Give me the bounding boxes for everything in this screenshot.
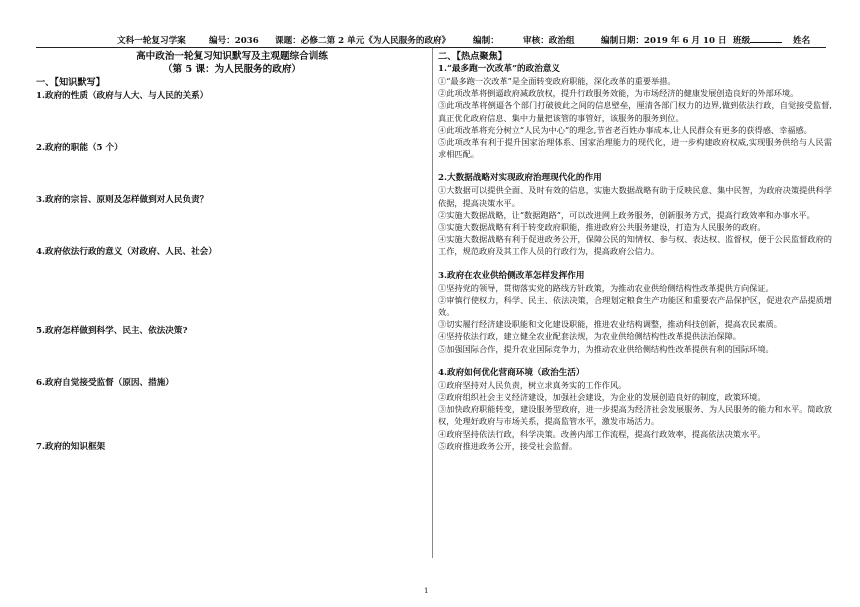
topic-item: ③加快政府职能转变，建设服务型政府，进一步提高为经济社会发展服务、为人民服务的能力和水平。简政放权，处理好政府与市场关系，提高监管水平，激发市场活力。: [438, 404, 832, 427]
question-4: 4.政府依法行政的意义（对政府、人民、社会）: [36, 247, 217, 257]
topic-item: ①坚持党的领导，贯彻落实党的路线方针政策，为推动农业供给侧结构性改革提供方向保证。: [438, 282, 774, 293]
topic-item: ④政府坚持依法行政，科学决策。改善内部工作流程，提高行政效率，提高依法决策水平。: [438, 428, 766, 439]
header-doc-type: 文科一轮复习学案: [117, 36, 186, 46]
question-7: 7.政府的知识框架: [36, 442, 106, 452]
topic-heading: 2.大数据战略对实现政府治理现代化的作用: [438, 173, 602, 184]
topic-item: ②此项改革将倒逼政府减政放权，提升行政服务效能，为市场经济的健康发展创造良好的外部环境。: [438, 88, 799, 99]
left-column: [36, 50, 428, 89]
topic-item: ④坚持依法行政，建立健全农业配套法规，为农业供给侧结构性改革提供法治保障。: [438, 331, 741, 342]
question-1: 1.政府的性质（政府与人大、与人民的关系）: [36, 91, 209, 101]
question-2: 2.政府的职能（5 个）: [36, 143, 123, 153]
topic-item: ⑤政府推进政务公开，接受社会监督。: [438, 440, 578, 451]
header-rule: [36, 47, 826, 48]
main-title: 高中政治一轮复习知识默写及主观题综合训练: [136, 51, 328, 62]
topic-block: [438, 367, 832, 452]
question-5: 5.政府怎样做到科学、民主、依法决策?: [36, 326, 188, 336]
topic-block: [438, 63, 832, 160]
header-class: [733, 34, 750, 46]
topic-item: ②实施大数据战略，让“数据跑路”，可以改进网上政务服务，创新服务方式，提高行政效率和办事水平。: [438, 209, 815, 220]
question-3: 3.政府的宗旨、原则及怎样做到对人民负责？: [36, 195, 209, 205]
header-class-label: 班级: [733, 36, 751, 46]
header-topic: 课题：必修二第 2 单元《为人民服务的政府》: [275, 36, 451, 46]
section-hotspot-heading: 二、【热点聚焦】: [438, 51, 507, 62]
topic-item: ④实施大数据战略有利于促进政务公开，保障公民的知情权、参与权、表达权、监督权，便于公民监督政府的工作，规范政府及其工作人员的行政行为，提高政府公信力。: [438, 234, 832, 257]
column-divider: [432, 48, 433, 558]
section-recall-heading: 一、【知识默写】: [36, 77, 105, 88]
topic-item: ⑤加强国际合作，提升农业国际竞争力，为推动农业供给侧结构性改革提供有利的国际环境。: [438, 343, 774, 354]
topic-block: [438, 172, 832, 257]
topic-heading: 1.“最多跑一次改革”的政治意义: [438, 64, 560, 74]
topic-item: ①大数据可以提供全面、及时有效的信息，实施大数据战略有助于反映民意、集中民智，为政府决策提供科学依据，提高决策水平。: [438, 185, 832, 208]
spacer: [438, 160, 832, 172]
question-6: 6.政府自觉接受监督（原因、措施）: [36, 378, 174, 388]
topic-heading: 4.政府如何优化营商环境（政治生活）: [438, 367, 585, 378]
topic-item: ③此项改革将倒逼各个部门打破彼此之间的信息壁垒，厘清各部门权力的边界,做到依法行政，自觉接受监督,真正优化政府信息、集中力量把该管的事管好，该服务的服务到位。: [438, 100, 832, 123]
topic-item: ②审慎行使权力，科学、民主、依法决策，合理划定粮食生产功能区和重要农产品保护区，促进农产品提质增效。: [438, 294, 832, 318]
header-name: 姓名: [793, 36, 811, 46]
page-number: 1: [424, 587, 429, 595]
header-number: 编号：2036: [209, 36, 259, 46]
topic-item: ③实施大数据战略有利于转变政府职能，推进政府公共服务建设，打造为人民服务的政府。: [438, 222, 766, 233]
topic-heading: 3.政府在农业供给侧改革怎样发挥作用: [438, 270, 585, 281]
topic-item: ①“最多跑一次改革”是全面转变政府职能，深化改革的重要举措。: [438, 76, 676, 86]
topic-block: [438, 270, 832, 355]
topic-item: ④此项改革将充分树立“人民为中心”的理念,节省老百姓办事成本,让人民群众有更多的获得感、幸福感。: [438, 124, 812, 135]
topic-item: ③切实履行经济建设职能和文化建设职能，推进农业结构调整，推动科技创新，提高农民素质。: [438, 319, 782, 330]
topic-item: ⑤此项改革有利于提升国家治理体系、国家治理能力的现代化，进一步构建政府权威,实现服务供给与人民需求相匹配。: [438, 137, 832, 160]
spacer: [438, 258, 832, 270]
header-reviewer: 审核：政治组: [523, 36, 575, 46]
right-column: [438, 50, 832, 452]
header-date: 编制日期：2019 年 6 月 10 日: [601, 36, 727, 46]
sub-title: （第 5 课：为人民服务的政府）: [162, 64, 302, 75]
header-compiler: 编制：: [473, 36, 499, 46]
spacer: [438, 355, 832, 367]
class-blank: [750, 34, 782, 43]
topic-item: ②政府组织社会主义经济建设，加强社会建设，为企业的发展创造良好的制度，政策环境。: [438, 392, 766, 403]
topic-item: ①政府坚持对人民负责，树立求真务实的工作作风。: [438, 379, 627, 390]
